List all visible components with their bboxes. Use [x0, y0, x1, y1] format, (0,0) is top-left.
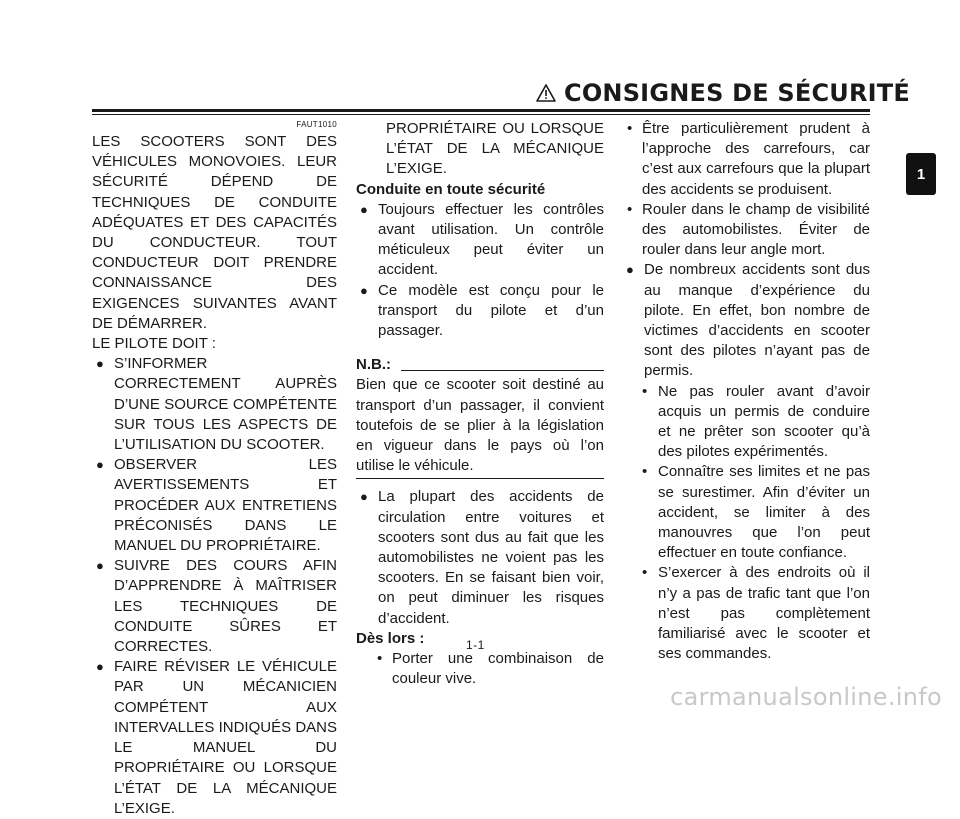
nb-text: Bien que ce scooter soit destiné au transport d’un passager, il convient toutefois de se plier à la législation en vigueur dans le pays où l’on utilise le véhicule. [356, 376, 604, 475]
list-item: ● OBSERVER LES AVERTISSEMENTS ET PROCÉDER AUX ENTRETIENS PRÉCONISÉS DANS LE MANUEL DU PROPRIÉTAIRE. [92, 455, 337, 556]
column-3 [622, 119, 870, 664]
page-header [536, 78, 910, 108]
list-item: • Rouler dans le champ de visibilité des automobilistes. Éviter de rouler dans leur angle mort. [606, 200, 870, 261]
list-item: • Porter une combinaison de couleur vive. [356, 649, 604, 689]
pilote-heading: LE PILOTE DOIT : [92, 335, 216, 353]
list-item: ● S’INFORMER CORRECTEMENT AUPRÈS D’UNE SOURCE COMPÉTENTE SUR TOUS LES ASPECTS DE L’UTILISATION DU SCOOTER. [92, 354, 337, 455]
pilote-list [92, 354, 337, 817]
column-1 [92, 119, 337, 817]
intro-warning: LES SCOOTERS SONT DES VÉHICULES MONOVOIES. LEUR SÉCURITÉ DÉPEND DE TECHNIQUES DE CONDUITE ADÉQUATES ET DES CAPACITÉS DU CONDUCTEUR. TOUT CONDUCTEUR DOIT PRENDRE CONNAISSANCE DES EXIGENCES SUIVANTES AVANT DE DÉMARRER. [92, 133, 337, 332]
warning-triangle-icon [536, 83, 556, 103]
continued-text: PROPRIÉTAIRE OU LORSQUE L’ÉTAT DE LA MÉCANIQUE L’EXIGE. [386, 120, 604, 178]
safety-list [356, 200, 604, 341]
list-item: ● FAIRE RÉVISER LE VÉHICULE PAR UN MÉCANICIEN COMPÉTENT AUX INTERVALLES INDIQUÉS DANS LE MANUEL DU PROPRIÉTAIRE OU LORSQUE L’ÉTAT DE LA MÉCANIQUE L’EXIGE. [92, 657, 337, 738]
column-2 [356, 119, 604, 689]
list-item: ● SUIVRE DES COURS AFIN D’APPRENDRE À MAÎTRISER LES TECHNIQUES DE CONDUITE SÛRES ET CORRECTES. [92, 556, 337, 657]
list-item: • S’exercer à des endroits où il n’y a pas de trafic tant que l’on n’est pas complètement familiarisé avec le scooter et ses commandes. [622, 563, 870, 664]
des-lors-heading: Dès lors : [356, 629, 425, 647]
section-heading: Conduite en toute sécurité [356, 180, 546, 198]
list-item: • Ne pas rouler avant d’avoir acquis un permis de conduire et ne prêter son scooter qu’à des pilotes expérimentés. [622, 382, 870, 463]
header-rule-thick [92, 109, 870, 112]
nb-label: N.B.: [356, 356, 391, 374]
page-title: CONSIGNES DE SÉCURITÉ [564, 79, 910, 107]
list-item: • Connaître ses limites et ne pas se surestimer. Afin d’éviter un accident, se limiter à des manouvres que l’on peut effectuer en toute confiance. [622, 462, 870, 563]
nb-end-divider [356, 478, 604, 479]
list-item: ● Toujours effectuer les contrôles avant utilisation. Un contrôle méticuleux peut éviter un accident. [356, 200, 604, 281]
experience-list [622, 260, 870, 381]
safety-list-2 [356, 487, 604, 628]
list-item: • Être particulièrement prudent à l’approche des carrefours, car c’est aux carrefours que la plupart des accidents se produisent. [606, 119, 870, 200]
header-rule-thin [92, 114, 870, 115]
des-lors-list [356, 649, 604, 689]
chapter-tab[interactable] [906, 153, 936, 195]
list-item: ● La plupart des accidents de circulation entre voitures et scooters sont dus au fait que les automobilistes ne voient pas les scooters. En se faisant bien voir, on peut diminuer les risques d’accident. [356, 487, 604, 628]
visibility-list [606, 119, 870, 260]
section-code: FAUT1010 [296, 120, 337, 129]
experience-sublist [622, 382, 870, 665]
nb-divider [401, 370, 604, 371]
chapter-tab-label: 1 [916, 165, 926, 183]
watermark: carmanualsonline.info [670, 683, 942, 711]
list-item: ● De nombreux accidents sont dus au manque d’expérience du pilote. En effet, bon nombre de victimes d’accidents en scooter sont des pilotes n’ayant pas de permis. [622, 260, 870, 381]
nb-header [356, 355, 604, 375]
list-item: ● Ce modèle est conçu pour le transport du pilote et d’un passager. [356, 281, 604, 342]
page-number: 1-1 [466, 638, 485, 652]
